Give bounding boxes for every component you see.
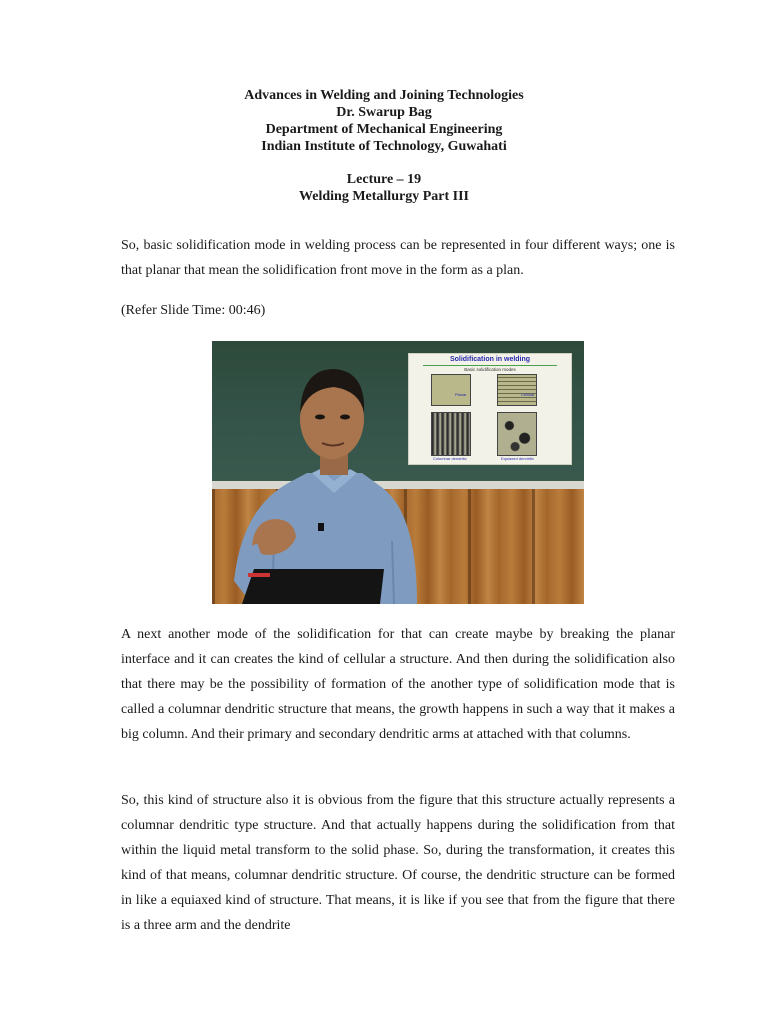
refer-slide-time: (Refer Slide Time: 00:46) <box>121 303 266 318</box>
lecture-video-frame <box>212 341 584 604</box>
cellular-label: Cellular <box>521 392 535 397</box>
title-block <box>0 87 768 205</box>
course-title: Advances in Welding and Joining Technologies <box>244 88 524 103</box>
equiaxed-label: Equiaxed dendritic <box>501 456 534 461</box>
lecturer-figure <box>212 341 584 604</box>
paragraph-1: So, basic solidification mode in welding process can be represented in four different ways; one is that planar that mean the solidification front move in the form as a plan. <box>121 238 675 278</box>
author-name: Dr. Swarup Bag <box>336 105 432 120</box>
lecture-number: Lecture – 19 <box>346 172 422 187</box>
lecture-title: Welding Metallurgy Part III <box>299 189 469 204</box>
department-name: Department of Mechanical Engineering <box>265 122 503 137</box>
paragraph-3: So, this kind of structure also it is obvious from the figure that this structure actually represents a columnar dendritic type structure. And that actually happens during the solidification from that within the liquid metal transform to the solid phase. So, during the transformation, it creates this kind of that means, columnar dendritic structure. Of course, the dendritic structure can be formed in like a equiaxed kind of structure. That means, it is like if you see that from the figure that there is a three arm and the dendrite <box>121 793 675 933</box>
columnar-label: Columnar dendritic <box>433 456 467 461</box>
institute-name: Indian Institute of Technology, Guwahati <box>261 139 507 154</box>
planar-label: Planar <box>455 392 467 397</box>
slide-subtitle: Basic solidification modes <box>464 367 516 372</box>
paragraph-2: A next another mode of the solidification for that can create maybe by breaking the planar interface and it can creates the kind of cellular a structure. And then during the solidification also that there may be the possibility of formation of the another type of solidification mode that is called a columnar dendritic structure that means, the growth happens in such a way that it makes a big column. And their primary and secondary dendritic arms at attached with that columns. <box>121 627 675 742</box>
slide-title: Solidification in welding <box>449 356 531 363</box>
